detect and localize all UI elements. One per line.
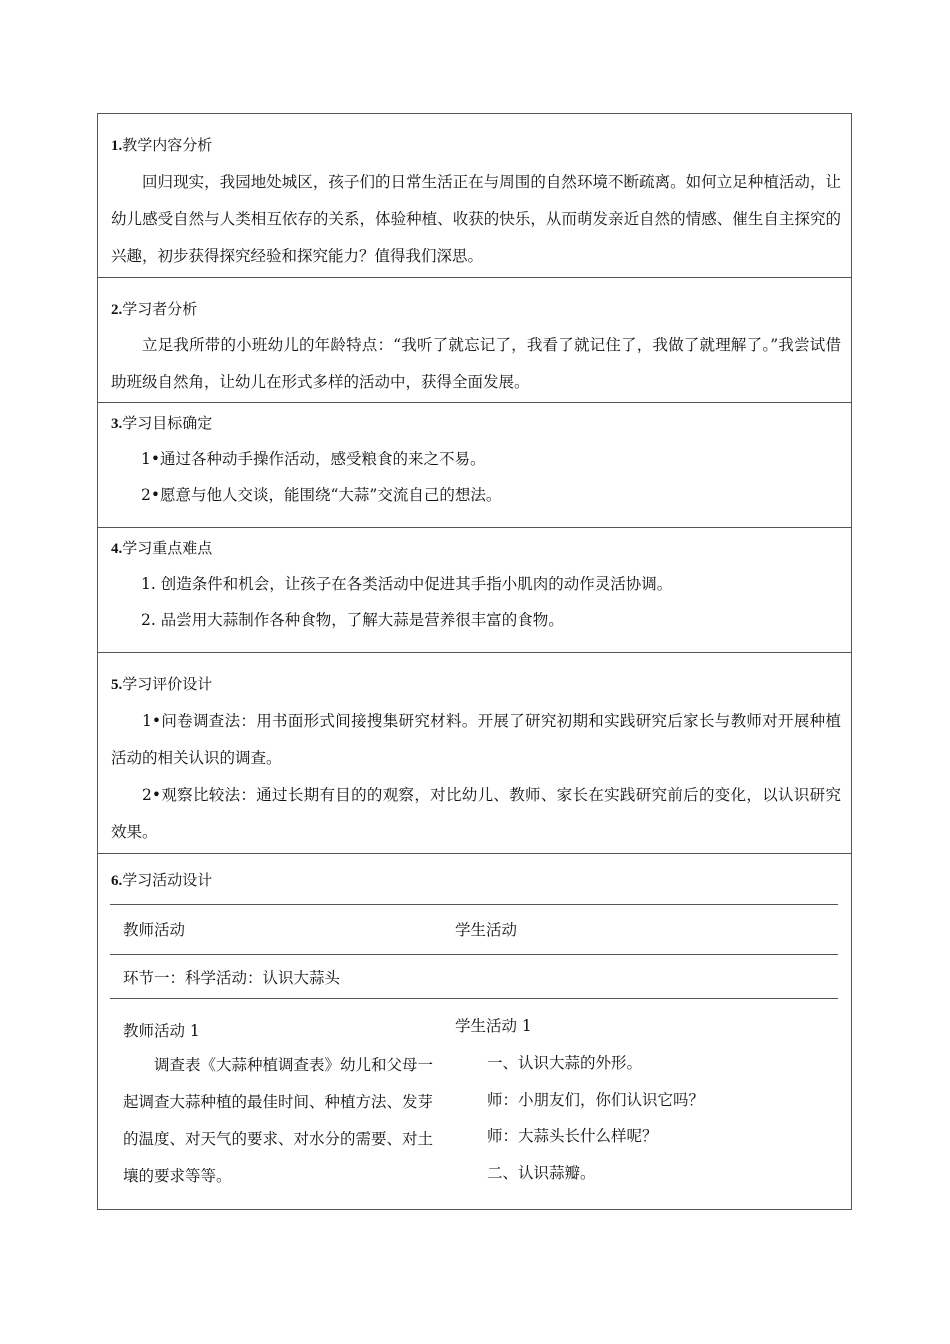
student-activity-line: 师：大蒜头长什么样呢？ <box>487 1127 658 1145</box>
teacher-activity-body: 调查表《大蒜种植调查表》幼儿和父母一起调查大蒜种植的最佳时间、种植方法、发芽的温度、对天气的要求、对水分的需要、对土壤的要求等等。 <box>123 1056 434 1185</box>
student-activity-line: 二、认识蒜瓣。 <box>487 1164 596 1182</box>
student-activity-line: 师：小朋友们，你们认识它吗？ <box>487 1091 705 1109</box>
teacher-activity-title: 教师活动 1 <box>123 1022 200 1040</box>
section-activity-design <box>98 854 851 1209</box>
section-key-difficulties <box>98 528 851 653</box>
goal-item: 2•愿意与他人交谈，能围绕“大蒜”交流自己的想法。 <box>141 486 502 504</box>
table-rule <box>110 954 838 955</box>
section-learner-analysis <box>98 278 851 403</box>
key-item: 1. 创造条件和机会，让孩子在各类活动中促进其手指小肌肉的动作灵活协调。 <box>141 575 673 593</box>
table-rule <box>110 998 838 999</box>
goal-item: 1•通过各种动手操作活动，感受粮食的来之不易。 <box>141 450 486 468</box>
evaluation-method: 1•问卷调查法：用书面形式间接搜集研究材料。开展了研究初期和实践研究后家长与教师对开展种植活动的相关认识的调查。 <box>111 712 841 767</box>
student-activity-title: 学生活动 1 <box>455 1017 532 1035</box>
section-evaluation-design <box>98 653 851 854</box>
section-title <box>111 538 212 559</box>
section-heading: 学习评价设计 <box>122 675 213 693</box>
section-body: 立足我所带的小班幼儿的年龄特点：“我听了就忘记了，我看了就记住了，我做了就理解了。”我尝试借助班级自然角，让幼儿在形式多样的活动中，获得全面发展。 <box>111 336 841 391</box>
section-title <box>111 870 212 891</box>
segment-label: 环节一：科学活动：认识大蒜头 <box>123 969 341 987</box>
section-title <box>111 413 212 434</box>
section-heading: 教学内容分析 <box>122 136 213 154</box>
table-rule <box>110 904 838 905</box>
section-heading: 学习者分析 <box>122 300 198 318</box>
section-heading: 学习重点难点 <box>122 539 213 557</box>
section-title <box>111 674 212 695</box>
lesson-plan-table <box>97 113 852 1210</box>
section-number: 2. <box>111 302 123 318</box>
section-number: 6. <box>111 873 123 889</box>
section-body: 回归现实，我园地处城区，孩子们的日常生活正在与周围的自然环境不断疏离。如何立足种植活动，让幼儿感受自然与人类相互依存的关系，体验种植、收获的快乐，从而萌发亲近自然的情感、催生自主探究的兴趣，初步获得探究经验和探究能力？值得我们深思。 <box>111 173 841 265</box>
section-content-analysis <box>98 114 851 278</box>
section-number: 5. <box>111 677 123 693</box>
student-activity-line: 一、认识大蒜的外形。 <box>487 1054 643 1072</box>
header-student: 学生活动 <box>455 921 518 939</box>
key-item: 2. 品尝用大蒜制作各种食物，了解大蒜是营养很丰富的食物。 <box>141 611 564 629</box>
section-number: 4. <box>111 541 123 557</box>
section-heading: 学习活动设计 <box>122 871 213 889</box>
section-number: 1. <box>111 138 123 154</box>
section-heading: 学习目标确定 <box>122 414 213 432</box>
section-title <box>111 135 212 156</box>
evaluation-method: 2•观察比较法：通过长期有目的的观察，对比幼儿、教师、家长在实践研究前后的变化，以认识研究效果。 <box>111 786 841 841</box>
section-title <box>111 299 197 320</box>
section-number: 3. <box>111 416 123 432</box>
section-learning-goals <box>98 403 851 528</box>
header-teacher: 教师活动 <box>123 921 186 939</box>
